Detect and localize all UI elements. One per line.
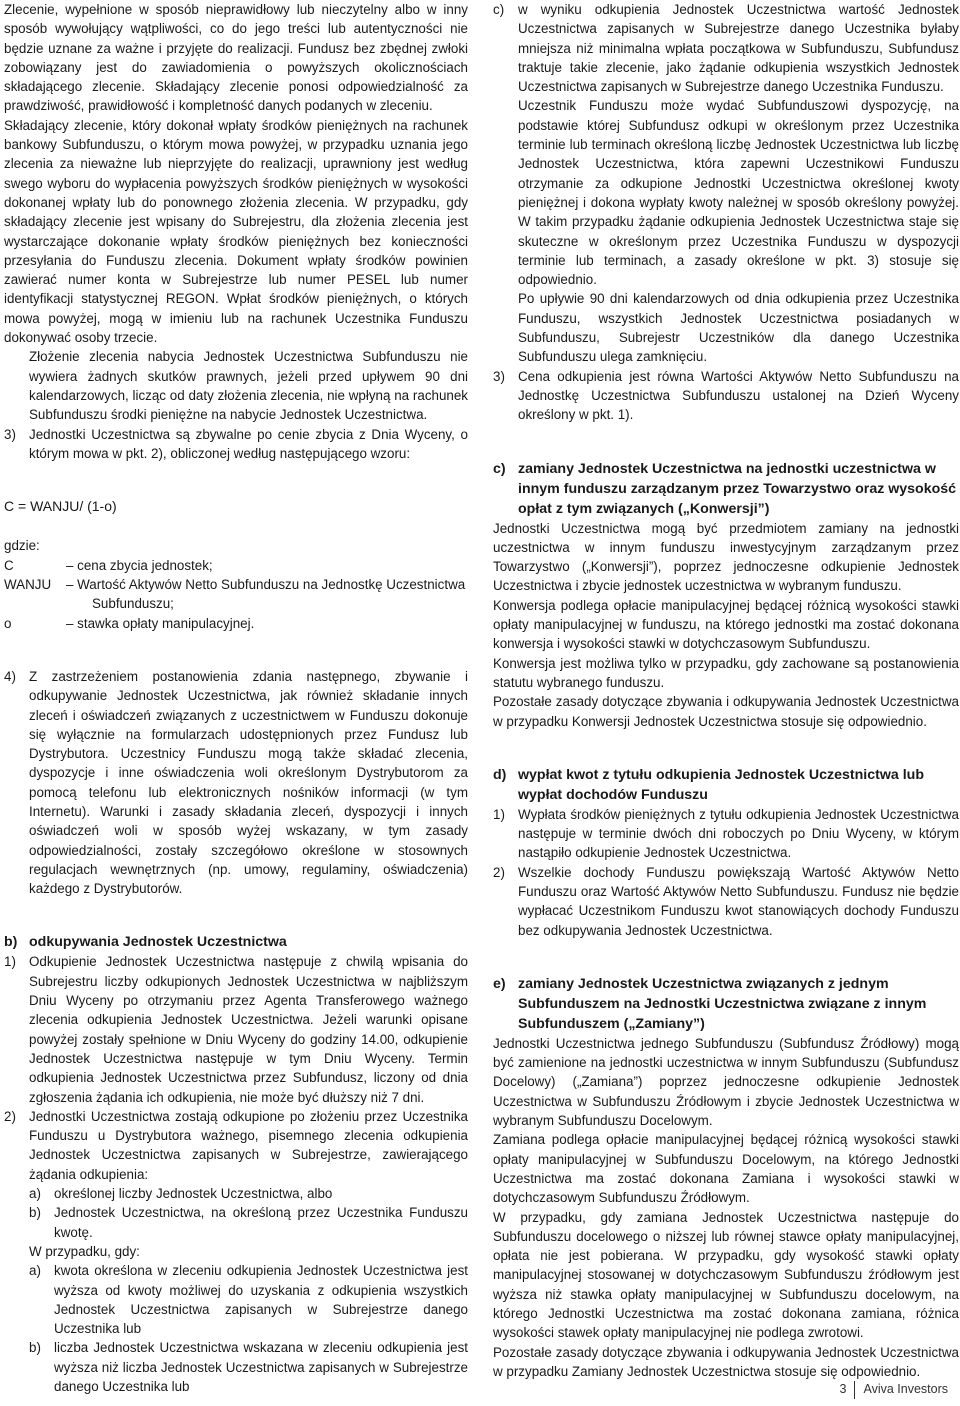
- list-number: 1): [493, 806, 505, 822]
- section-letter: e): [493, 975, 506, 992]
- list-number: 3): [493, 368, 505, 384]
- definition-text: Subfunduszu;: [92, 596, 174, 612]
- section-letter: b): [4, 934, 18, 951]
- section-letter: d): [493, 766, 507, 783]
- list-text: Wypłata środków pieniężnych z tytułu odkupienia Jednostek Uczestnictwa następuje w terminie dwóch dni roboczych po Dniu Wyceny, w którym nastąpiło odkupienie Jednostek Uczestnictwa.: [518, 806, 959, 861]
- page-footer: [840, 1380, 948, 1399]
- section-title: odkupywania Jednostek Uczestnictwa: [29, 934, 287, 951]
- list-item-d2: [493, 863, 959, 940]
- sub-text: kwota określona w zleceniu odkupienia Jednostek Uczestnictwa jest wyższa od kwoty możliwej do uzyskania z odkupienia wszystkich Jednostek Uczestnictwa zapisanych w Subrejestrze danego Uczestnika lub: [54, 1263, 468, 1337]
- list-text: Z zastrzeżeniem postanowienia zdania następnego, zbywanie i odkupywanie Jednostek Uczestnictwa, jak również składanie innych zleceń i oświadczeń związanych z uczestnictwem w Funduszu dokonuje się wyłącznie na formularzach udostępnionych przez Fundusz lub Dystrybutora. Uczestnicy Funduszu mogą także składać zlecenia, dyspozycje i inne oświadczenia woli określonym Dystrybutorom za pomocą telefonu lub elektronicznych nośników informacji (w tym Internetu). Warunki i zasady składania zleceń, dyspozycji i innych oświadczeń woli w sposób wyżej wskazany, w tym zasady odpowiedzialności, zostały szczegółowo określone w stosownych regulacjach wewnętrznych (np. umowy, regulaminy, oświadczenia) każdego z Dystrybutorów.: [29, 668, 468, 897]
- paragraph-switch-1: Jednostki Uczestnictwa jednego Subfunduszu (Subfundusz Źródłowy) mogą być zamienione na jednostki uczestnictwa w innym Subfunduszu (Subfundusz Docelowy) („Zamiana”) poprzez jednoczesne odkupienie Jednostek Uczestnictwa w Subfunduszu Źródłowym i zbycie Jednostek Uczestnictwa w wybranym Subfunduszu Docelowym.: [493, 1035, 959, 1129]
- footer-divider: [854, 1381, 855, 1399]
- page-number: 3: [839, 1382, 847, 1396]
- section-heading-e: [493, 974, 959, 1034]
- definition-wanju-cont: [4, 594, 468, 613]
- list-item-b2: [4, 1107, 468, 1184]
- list-text: Cena odkupienia jest równa Wartości Aktywów Netto Subfunduszu na Jednostkę Uczestnictwa Subfunduszu ustalonej na Dzień Wyceny określony w pkt. 1).: [518, 368, 959, 423]
- list-number: 1): [4, 954, 16, 970]
- list-number: 2): [4, 1108, 16, 1124]
- list-text: Wszelkie dochody Funduszu powiększają Wartość Aktywów Netto Funduszu oraz Wartość Aktywów Netto Subfunduszu. Fundusz nie będzie wypłacać Uczestnikom Funduszu kwot stanowiących dochody Funduszu bez odkupywania Jednostek Uczestnictwa.: [518, 864, 959, 938]
- paragraph-switch-3: W przypadku, gdy zamiana Jednostek Uczestnictwa następuje do Subfunduszu docelowego o niższej lub równej stawce opłaty manipulacyjnej, opłata nie jest pobierana. W przypadku, gdy wysokość stawki opłaty manipulacyjnej stosowanej w dotychczasowym Subfunduszu źródłowym jest wyższa niż stawka opłaty manipulacyjnej w Subfunduszu docelowym, na którego Jednostki Uczestnictwa ma zostać dokonana zamiana, różnica wysokości stawek opłaty manipulacyjnej nie podlega zwrotowi.: [493, 1209, 959, 1341]
- section-title: zamiany Jednostek Uczestnictwa na jednostki uczestnictwa w innym funduszu zarządzanym przez Towarzystwo oraz wysokość opłat z tym związanych („Konwersji”): [518, 460, 957, 517]
- sub-text: w wyniku odkupienia Jednostek Uczestnictwa wartość Jednostek Uczestnictwa zapisanych w Subrejestrze danego Uczestnika byłaby mniejsza niż minimalna wpłata początkowa w Subfunduszu, Subfundusz traktuje takie zlecenie, jako żądanie odkupienia wszystkich Jednostek Uczestnictwa zapisanych w Subrejestrze danego Uczestnika Funduszu.: [518, 2, 959, 95]
- list-item-r3: [493, 367, 959, 425]
- list-item-b1: [4, 952, 468, 1106]
- paragraph-legal-effects: Złożenie zlecenia nabycia Jednostek Uczestnictwa Subfunduszu nie wywiera żadnych skutków prawnych, jeżeli przed upływem 90 dni kalendarzowych, licząc od daty złożenia zlecenia, nie wpłyną na rachunek Subfunduszu środki pieniężne na nabycie Jednostek Uczestnictwa.: [29, 349, 468, 423]
- definition-text: – cena zbycia jednostek;: [66, 557, 213, 573]
- paragraph-intro: Zlecenie, wypełnione w sposób nieprawidłowy lub nieczytelny albo w inny sposób wywołujący wątpliwości, co do jego treści lub autentyczności nie będzie uznane za ważne i przyjęte do realizacji. Fundusz bez zbędnej zwłoki zobowiązany jest do zawiadomienia o powyższych okolicznościach składającego zlecenie. Składający zlecenie ponosi odpowiedzialność za prawdziwość, prawidłowość i kompletność danych podanych w zleceniu.: [4, 2, 468, 114]
- paragraph-conversion-4: Pozostałe zasady dotyczące zbywania i odkupywania Jednostek Uczestnictwa w przypadku Konwersji Jednostek Uczestnictwa stosuje się odpowiednio.: [493, 694, 959, 729]
- sub-letter: b): [29, 1205, 41, 1221]
- case-item-c: [493, 0, 959, 96]
- where-label: gdzie:: [4, 538, 40, 554]
- paragraph-switch-4: Pozostałe zasady dotyczące zbywania i odkupywania Jednostek Uczestnictwa w przypadku Zamiany Jednostek Uczestnictwa stosuje się odpowiednio.: [493, 1344, 959, 1379]
- section-heading-d: [493, 765, 959, 805]
- definition-o: [4, 614, 468, 633]
- list-number: 4): [4, 668, 16, 684]
- list-text: Jednostki Uczestnictwa zostają odkupione po złożeniu przez Uczestnika Funduszu u Dystrybutora ważnego, pisemnego zlecenia odkupienia Jednostek Uczestnictwa zapisanych w Subrejestrze, zawierającego żądania odkupienia:: [29, 1108, 468, 1182]
- sub-text: określonej liczby Jednostek Uczestnictwa, albo: [54, 1186, 333, 1202]
- sub-letter: a): [29, 1186, 41, 1202]
- sub-letter: c): [493, 2, 505, 17]
- list-text: Jednostki Uczestnictwa są zbywalne po cenie zbycia z Dnia Wyceny, o którym mowa w pkt. 2), obliczonej według następującego wzoru:: [29, 426, 468, 461]
- case-item-a: [4, 1261, 468, 1338]
- definition-wanju: [4, 575, 468, 594]
- paragraph-conversion-2: Konwersja podlega opłacie manipulacyjnej będącej różnicą wysokości stawki opłaty manipulacyjnej w funduszu, na którego jednostki ma zostać dokonana konwersja i wysokości stawki w dotychczasowym Subfunduszu.: [493, 597, 959, 652]
- list-item-4: [4, 667, 468, 899]
- section-title: zamiany Jednostek Uczestnictwa związanych z jednym Subfunduszem na Jednostki Uczestnictwa związane z innym Subfunduszem („Zamiany”): [518, 975, 927, 1032]
- sub-text: liczba Jednostek Uczestnictwa wskazana w zleceniu odkupienia jest wyższa niż liczba Jednostek Uczestnictwa zapisanych w Subrejestrze danego Uczestnika lub: [54, 1340, 468, 1394]
- definition-symbol: o: [4, 615, 12, 631]
- left-column: [4, 0, 468, 1396]
- section-letter: c): [493, 460, 506, 477]
- list-text: Odkupienie Jednostek Uczestnictwa następuje z chwilą wpisania do Subrejestru liczby odkupionych Jednostek Uczestnictwa w najbliższym Dniu Wyceny po otrzymaniu przez Agenta Transferowego ważnego zlecenia odkupienia Jednostek Uczestnictwa. Jeżeli warunki opisane powyżej zostały spełnione w Dniu Wyceny do godziny 14.00, odkupienie Jednostek Uczestnictwa następuje w tym Dniu Wyceny. Termin odkupienia Jednostek Uczestnictwa przez Subfundusz, liczony od dnia zgłoszenia żądania ich odkupienia, nie może być dłuższy niż 7 dni.: [29, 954, 468, 1105]
- paragraph-conversion-1: Jednostki Uczestnictwa mogą być przedmiotem zamiany na jednostki uczestnictwa w innym funduszu inwestycyjnym zarządzanym przez Towarzystwo („Konwersji”), poprzez jednoczesne odkupienie Jednostek Uczestnictwa i zbycie jednostek uczestnictwa w wybranym funduszu.: [493, 520, 959, 594]
- paragraph-bank-payment: Składający zlecenie, który dokonał wpłaty środków pieniężnych na rachunek bankowy Subfunduszu, o którym mowa powyżej, w przypadku uznania jego zlecenia za nieważne lub nieprzyjęte do realizacji, uprawniony jest według swego wyboru do wypłacenia powyższych środków pieniężnych w wysokości dokonanej wpłaty lub do ponownego złożenia zlecenia. W przypadku, gdy składający zlecenie jest wpisany do Subrejestru, dla złożenia zlecenia jest wystarczające dokonanie wpłaty środków pieniężnych bez konieczności przesyłania do Funduszu zlecenia. Dokument wpłaty środków powinien zawierać numer konta w Subrejestrze lub numer PESEL lub numer identyfikacji statystycznej REGON. Wpłat środków pieniężnych, o których mowa powyżej, mogą w imieniu lub na rachunek Uczestnika Funduszu dokonywać osoby trzecie.: [4, 117, 468, 346]
- paragraph-switch-2: Zamiana podlega opłacie manipulacyjnej będącej różnicą wysokości stawki opłaty manipulacyjnej w Subfunduszu Docelowym, na którego Jednostki Uczestnictwa ma zostać dokonana Zamiana i wysokości stawki w dotychczasowym Subfunduszu Źródłowym.: [493, 1132, 959, 1206]
- list-item-3: [4, 425, 468, 464]
- definition-text: – stawka opłaty manipulacyjnej.: [66, 615, 255, 631]
- list-number: 3): [4, 426, 16, 442]
- section-heading-c: [493, 459, 959, 519]
- list-item-d1: [493, 805, 959, 863]
- case-intro: W przypadku, gdy:: [29, 1243, 140, 1259]
- price-formula: C = WANJU/ (1-o): [4, 498, 117, 515]
- definition-symbol: C: [4, 557, 14, 573]
- sub-item-a: [4, 1184, 468, 1203]
- sub-letter: a): [29, 1263, 41, 1279]
- definition-c: [4, 556, 468, 575]
- paragraph-disposition: Uczestnik Funduszu może wydać Subfunduszowi dyspozycję, na podstawie której Subfundusz odkupi w określonym przez Uczestnika terminie lub terminach określoną liczbę Jednostek Uczestnictwa lub liczbę Jednostek Uczestnictwa, która zapewni Uczestnikowi Funduszu otrzymanie za odkupione Jednostki Uczestnictwa określonej kwoty pieniężnej i dokona wypłaty kwoty należnej w sposób określony powyżej. W takim przypadku żądanie odkupienia Jednostek Uczestnictwa staje się skuteczne w określonym przez Uczestnika Funduszu w dyspozycji terminie lub terminach, a zasady określone w pkt. 3) stosuje się odpowiednio.: [518, 98, 959, 288]
- definition-text: – Wartość Aktywów Netto Subfunduszu na Jednostkę Uczestnictwa: [66, 577, 466, 593]
- definition-symbol: WANJU: [4, 577, 52, 593]
- list-number: 2): [493, 864, 505, 880]
- sub-letter: b): [29, 1340, 41, 1356]
- case-item-b: [4, 1338, 468, 1396]
- brand-name: Aviva Investors: [863, 1382, 948, 1396]
- section-title: wypłat kwot z tytułu odkupienia Jednostek Uczestnictwa lub wypłat dochodów Funduszu: [518, 766, 924, 803]
- right-column: [493, 0, 959, 1381]
- paragraph-conversion-3: Konwersja jest możliwa tylko w przypadku, gdy zachowane są postanowienia statutu wybranego funduszu.: [493, 655, 959, 690]
- paragraph-90-days: Po upływie 90 dni kalendarzowych od dnia odkupienia przez Uczestnika Funduszu, wszystkich Jednostek Uczestnictwa posiadanych w Subfunduszu, Subrejestr Uczestników dla danego Uczestnika Subfunduszu ulega zamknięciu.: [518, 291, 959, 365]
- sub-text: Jednostek Uczestnictwa, na określoną przez Uczestnika Funduszu kwotę.: [54, 1205, 468, 1240]
- section-heading-b: [4, 932, 468, 952]
- sub-item-b: [4, 1203, 468, 1242]
